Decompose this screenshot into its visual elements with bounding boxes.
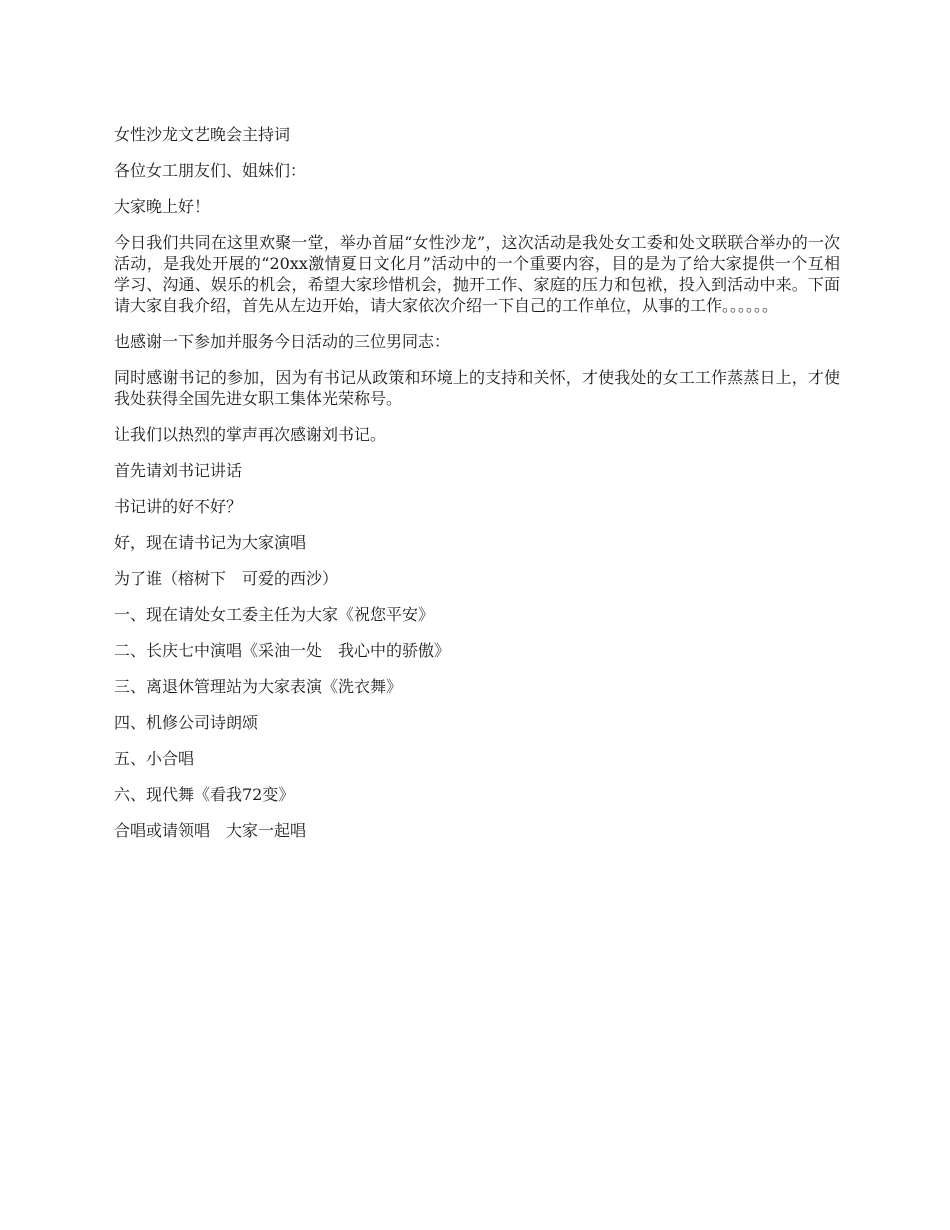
paragraph-singing: 好，现在请书记为大家演唱 [114,533,307,552]
program-item-5: 五、小合唱 [114,749,195,768]
program-item-6: 六、现代舞《看我72变》 [114,785,295,804]
program-item-1: 一、现在请处女工委主任为大家《祝您平安》 [114,605,435,624]
paragraph-opening: 今日我们共同在这里欢聚一堂，举办首届“女性沙龙”，这次活动是我处女工委和处文联联合举办的一次活动，是我处开展的“20xx激情夏日文化月”活动中的一个重要内容，目的是为了给大家提供一个互相学习、沟通、娱乐的机会，希望大家珍惜机会，抛开工作、家庭的压力和包袱，投入到活动中来。下面请大家自我介绍，首先从左边开始，请大家依次介绍一下自己的工作单位，从事的工作。。。。。。 [114,233,840,315]
paragraph-thanks-secretary: 同时感谢书记的参加，因为有书记从政策和环境上的支持和关怀，才使我处的女工工作蒸蒸日上，才使我处获得全国先进女职工集体光荣称号。 [114,368,840,408]
program-item-4: 四、机修公司诗朗颂 [114,713,259,732]
paragraph-greeting: 各位女工朋友们、姐妹们： [114,161,307,180]
document-body [114,124,840,856]
paragraph-question: 书记讲的好不好？ [114,497,243,516]
paragraph-closing: 合唱或请领唱 大家一起唱 [114,821,307,840]
program-item-2: 二、长庆七中演唱《采油一处 我心中的骄傲》 [114,641,451,660]
paragraph-song: 为了谁（榕树下 可爱的西沙） [114,569,339,588]
paragraph-thanks-men: 也感谢一下参加并服务今日活动的三位男同志： [114,332,451,351]
paragraph-good-evening: 大家晚上好！ [114,197,211,216]
document-title: 女性沙龙文艺晚会主持词 [114,125,291,144]
paragraph-applause: 让我们以热烈的掌声再次感谢刘书记。 [114,425,387,444]
paragraph-speech: 首先请刘书记讲话 [114,461,243,480]
program-item-3: 三、离退休管理站为大家表演《洗衣舞》 [114,677,403,696]
